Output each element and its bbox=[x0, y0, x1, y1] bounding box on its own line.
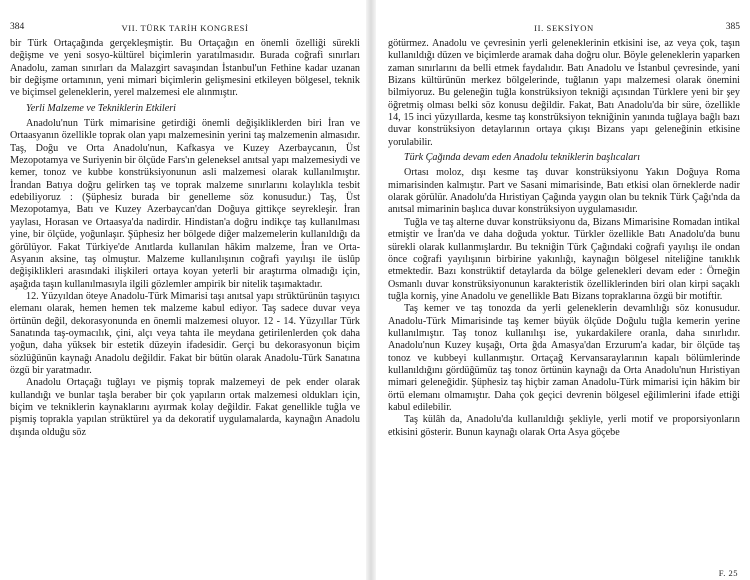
paragraph: Anadolu'nun Türk mimarisine getirdiği önemli değişikliklerden biri İran ve Ortaasyanın özellikle toprak olan yapı malzemesinin yerini taş malzemenin almasıdır. Taş, Doğu ve Orta Anadolu'nun, Kafkasya ve Kuzey Azerbaycanın, Üst Mezopotamya ve Suriyenin bir ölçüde Fars'ın geleneksel anıtsal yapı malzemesiydi ve kemer, tonoz ve kubbe konstrüksiyonunun asli malzemesi olarak kullanılmıştır. İrandan Batıya doğru gelirken taş ve toprak malzeme sınırlarını kolaylıkla tesbit edebiliyoruz : (Şüphesiz burada bir genelleme söz konusudur.) Taş, Üst Mezopotamya, Batı ve Kuzey Azerbaycan'dan Doğuya gittikçe seyrekleşir. İran yaylası, Horasan ve Ortaasya'da nadirdir. Hindistan'a doğru indikçe taş kullanılması yine, bir ölçüde, yoğunlaşır. Şüphesiz her bölgede diğer malzemelerin kullanıldığı da görülüyor. Fakat Türkiye'de Anıtlarda kullanılan hâkim malzeme, İran ve Orta-Asyanın aksine, taş olmuştur. Malzeme kullanılışının coğrafi yayılışı ile üslûp değişiklikleri arasındaki ilişkileri ortaya koyan yeterli bir araştırma olmadığı için, aşağıda taşın kullanılmasıyla ilgili gözlemler ampirik bir nitelik taşımaktadır. bbox=[10, 118, 360, 290]
book-gutter bbox=[366, 0, 376, 580]
paragraph: Taş külâh da, Anadolu'da kullanıldığı şekliyle, yerli motif ve proporsiyonların etkisini gösterir. Bunun kaynağı olarak Orta Asya göçebe bbox=[388, 414, 740, 438]
section-heading: Yerli Malzeme ve Tekniklerin Etkileri bbox=[26, 102, 176, 114]
signature-mark: F. 25 bbox=[718, 568, 738, 578]
paragraph: Tuğla ve taş alterne duvar konstrüksiyonu da, Bizans Mimarisine Romadan intikal etmiştir ve İran'da ve daha doğuda yoktur. Türkler özellikle Batı Anadolu'da bunu sürekli olarak kullanmışlardır. Bu tekniğin Türk Çağındaki coğrafi yayılışı ile ondan önce coğrafi yayılışının birbirine yakınlığı, kaynağın bölgesel niteliğine tanıklık etmektedir. Bazı konstrüktif detaylarda da bölge gelenekleri devam eder : Örneğin Osmanlı duvar konstrüksiyonunun karakteristik özelliklerinden biri olan kirpi saçaklı tuğla korniş, yine Anadolu ve genellikle Batı Bizans topraklarına özgü bir motiftir. bbox=[388, 216, 740, 302]
right-running-head: II. SEKSİYON bbox=[534, 23, 594, 33]
paragraph: götürmez. Anadolu ve çevresinin yerli geleneklerinin etkisini ise, az veya çok, taşın kullanıldığı düzen ve biçimlerde aramak daha doğru olur. Böyle geleneklerin yaparken zaman sınırlarını da belli etmek faydalıdır. Batı Anadolu ve İstanbul çevresinde, yani Bizans kültürünün merkez bölgelerinde, tuğlanın yapı malzemesi olarak önemini bilmiyoruz. Bu geleneğin tuğla konstrüksiyon tekniği açısından Türklere yeni bir şey öğretmiş olması belki söz konusu değildir. Fakat, Batı Anadolu'da bir süre, özellikle 14, 15 inci yüzyıllarda, kesme taş konstrüksiyon tekniğinin yanında tuğlaya bağlı bazı duvar konstrüksiyon detaylarının ortaya çıkışı Bizans yapı geleneğinin etkisine yorulabilir. bbox=[388, 38, 740, 148]
paragraph: Taş kemer ve taş tonozda da yerli geleneklerin devamlılığı söz konusudur. Anadolu-Türk Mimarisinde taş kemer büyük ölçüde Doğulu tuğla kemerin yerine kullanılmıştır. Taş tonoz kullanılışı ise, yukardakilere oranla, daha sınırlıdır. Anadolu'nun Kuzey kuşağı, Orta ğda Amasya'dan Erzurum'a kadar, bir ölçüde taş tonoz ve kubbeyi kullanmıştır. Ortaçağ Kervansaraylarının kapalı bölümlerinde kullanıldığını gördüğümüz taş tonoz örtünün kaynağı da Orta Anadolu'nun Hıristiyan mimari geleneğidir. Şüphesiz taş hiçbir zaman Anadolu-Türk mimarisi için hâkim bir örtü elemanı olmamıştır. Daha çok geçici devrenin bölgesel eğilimlerini ifade ettiği kabul edilebilir. bbox=[388, 303, 740, 413]
left-page-header bbox=[10, 22, 360, 38]
right-page-header bbox=[388, 22, 740, 38]
paragraph: Anadolu Ortaçağı tuğlayı ve pişmiş toprak malzemeyi de pek ender olarak kullandığı ve bunlar taşla beraber bir çok yapıların ortak malzemesi oldukları için, biçim ve tekniklerin kaynaklarını ayırmak kolay değildir. Fakat genellikle tuğla ve pişmiş toprakla yapılan strüktürel ya da dekoratif uygulamalarda, kaynağın Anadolu dışında olduğu söz bbox=[10, 377, 360, 438]
paragraph: Ortası moloz, dışı kesme taş duvar konstrüksiyonu Yakın Doğuya Roma mimarisinden kalmıştır. Part ve Sasani mimarisinde, Batı etkisi olan örneklerde nadir olarak görülür. Anadolu'da Hıristiyan Çağında yaygın olan bu teknik Türk Çağı'nda da anıtsal mimarinin başlıca duvar konstrüksiyon uygulamasıdır. bbox=[388, 167, 740, 216]
left-page-body bbox=[10, 38, 360, 439]
right-page-number: 385 bbox=[725, 22, 740, 32]
paragraph: 12. Yüzyıldan öteye Anadolu-Türk Mimarisi taşı anıtsal yapı strüktürünün taşıyıcı elemanı olarak, hemen hemen tek malzeme kabul ediyor. Taş sadece duvar veya örtünün değil, dekorasyonunda en önemli malzemesi oluyor. 12 - 14. Yüzyıllar Türk Sanatında taş-oymacılık, çini, alçı veya tahta ile meydana getirilenlerden çok daha yoğun, daha yüksek bir estetik düzeyin ifadesidir. Gerçi bu dekorasyonun biçim sözlüğünün kaynağı Anadolu değildir. Fakat bir bütün olarak Anadolu-Türk Sanatına özgü bir yaratmadır. bbox=[10, 290, 360, 376]
right-page bbox=[376, 0, 750, 580]
left-running-head: VII. TÜRK TARİH KONGRESİ bbox=[121, 23, 249, 33]
paragraph: bir Türk Ortaçağında gerçekleşmiştir. Bu Ortaçağın en önemli özelliği sürekli değişme ve yeni sosyo-kültürel biçimlerin yaratılmasıdır. Burada coğrafi sınırları Anadolu, zaman sınırları da Malazgirt savaşından İstanbul'un Fethine kadar uzanan bir değişme ortamının, yeni mimari biçimlerin gelişmesini etkileyen bölgesel, teknik ve biçimsel geleneklerin, yerel malzemesi ele alınmıştır. bbox=[10, 38, 360, 99]
right-page-body bbox=[388, 38, 740, 439]
left-page-number: 384 bbox=[10, 22, 25, 32]
left-page bbox=[0, 0, 366, 580]
section-heading: Türk Çağında devam eden Anadolu tekniklerin başlıcaları bbox=[404, 152, 641, 164]
